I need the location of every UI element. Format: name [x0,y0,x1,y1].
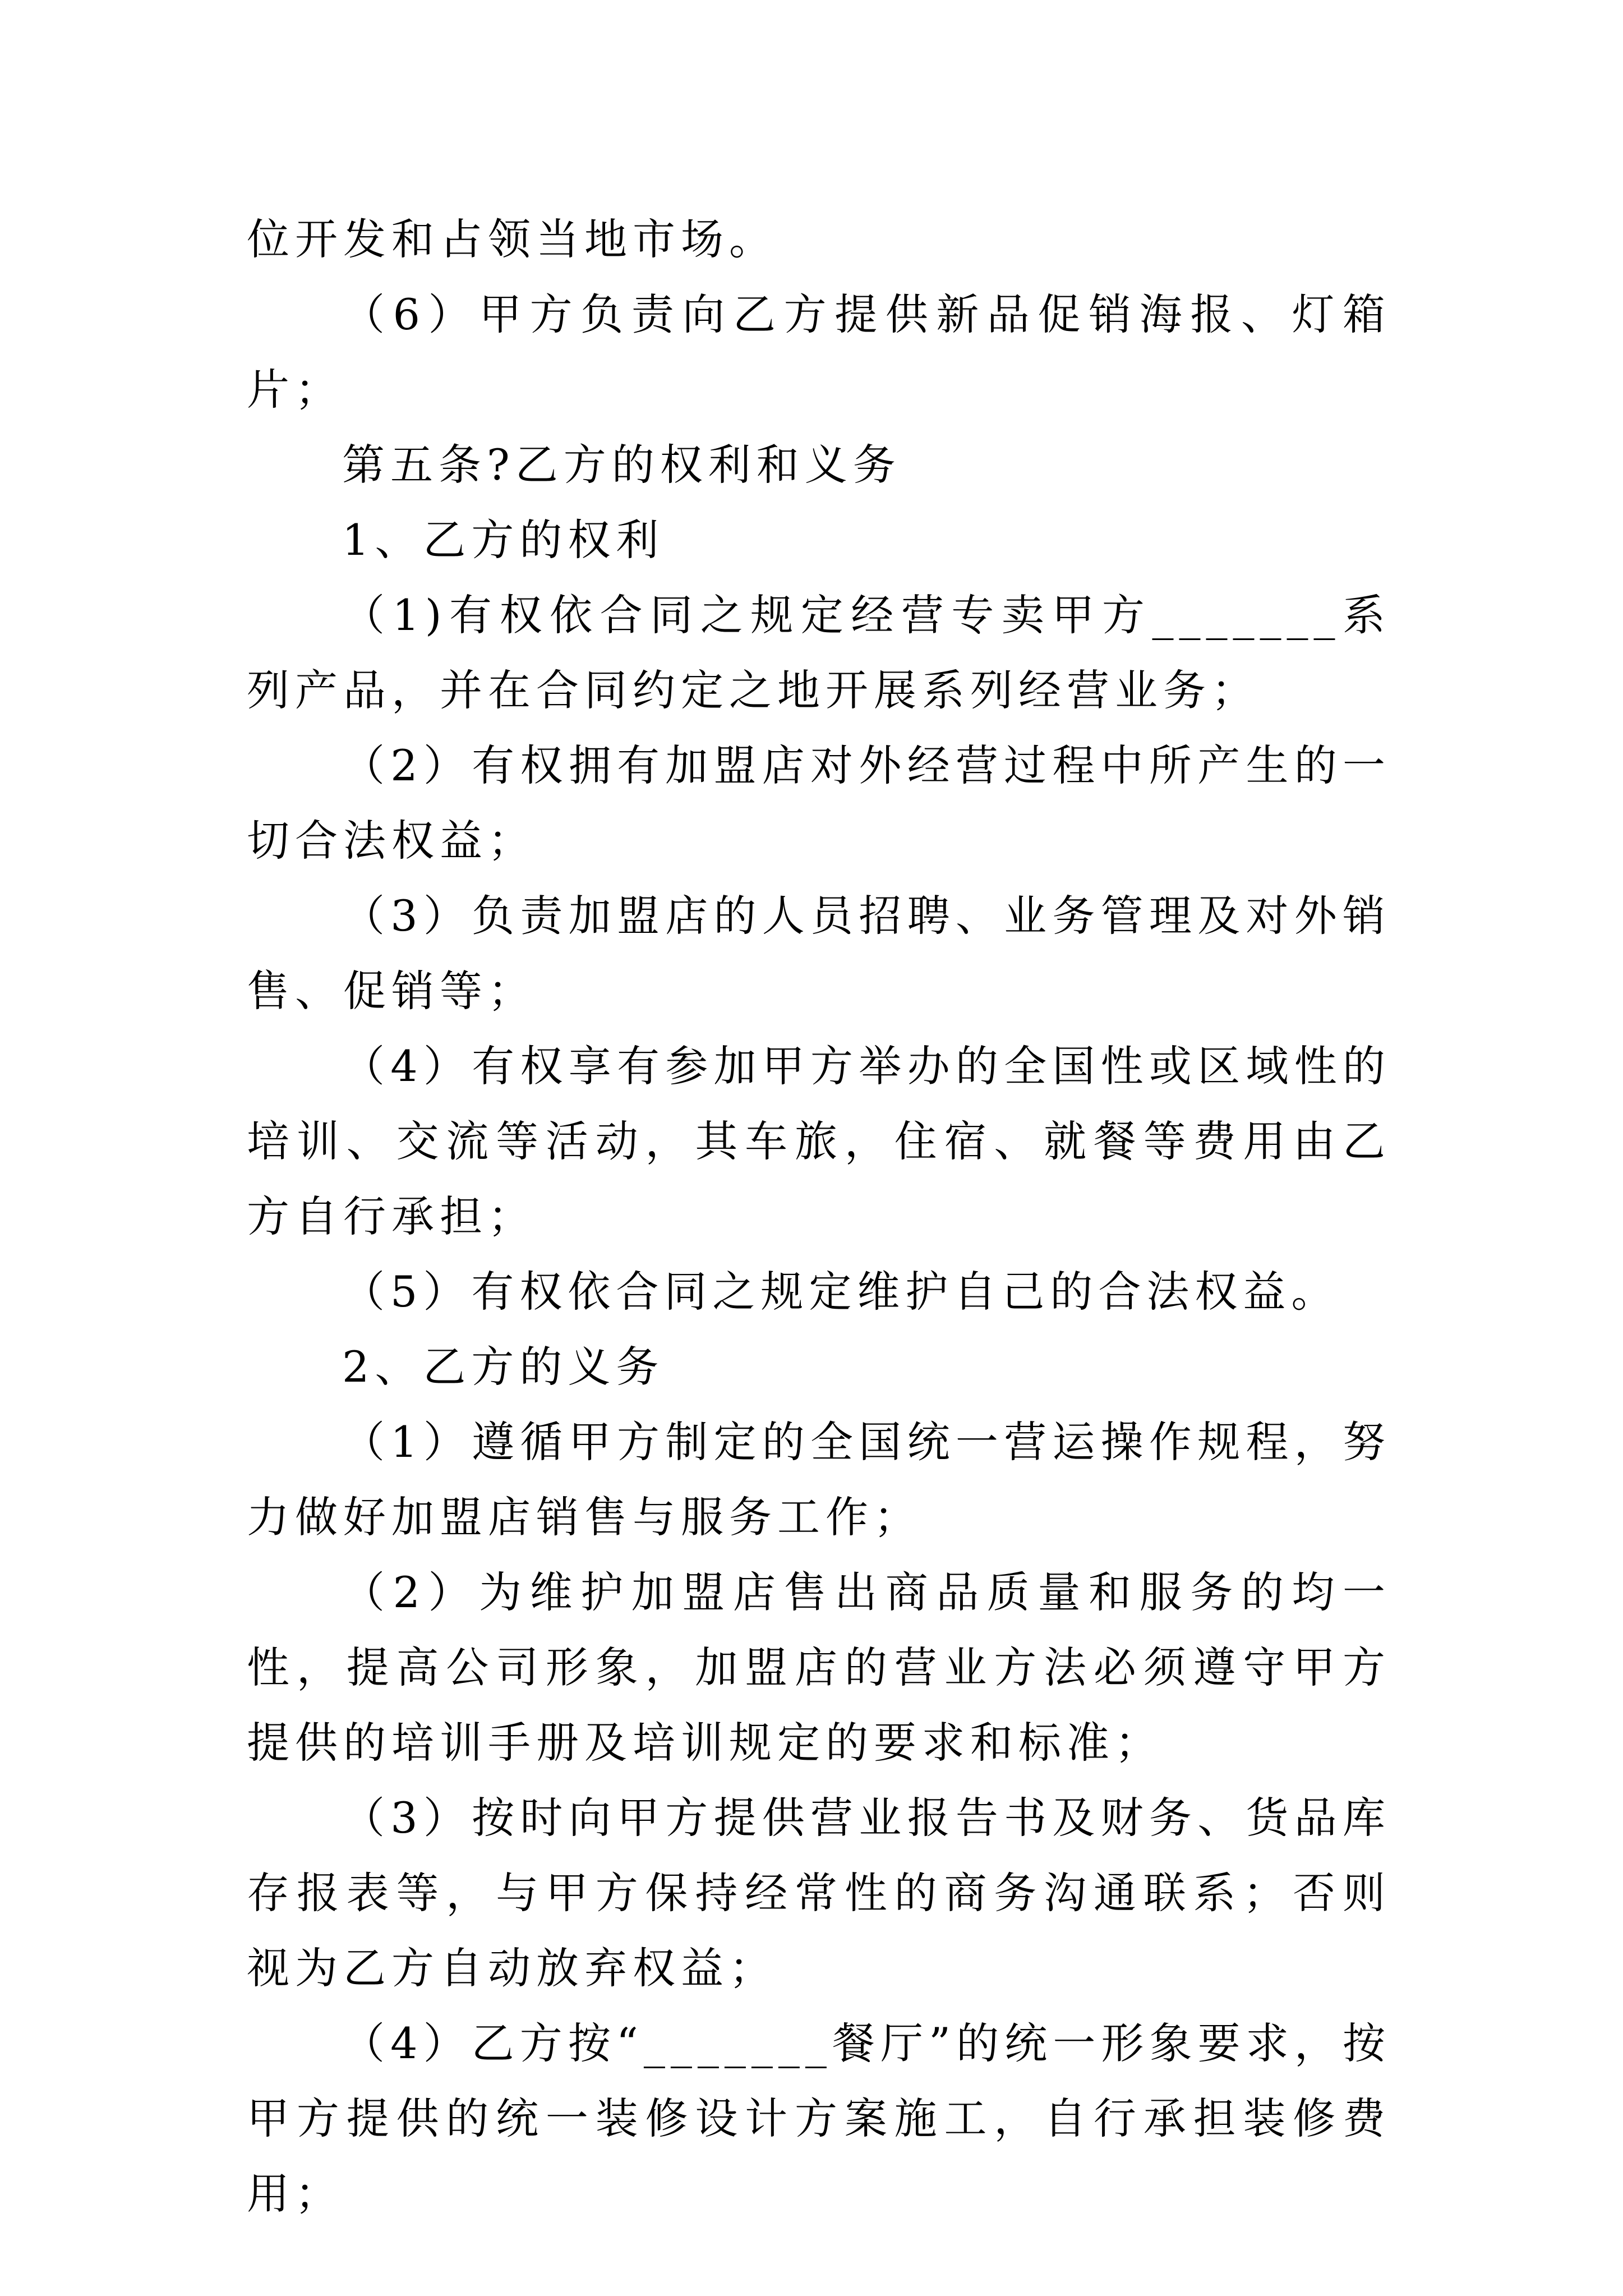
rights-item-5: （5）有权依合同之规定维护自己的合法权益。 [342,1267,1340,1317]
obligations-item-3: （3）按时向甲方提供营业报告书及财务、货品库存报表等，与甲方保持经常性的商务沟通联系；否则视为乙方自动放弃权益； [247,1793,1391,1993]
paragraph-continuation: 位开发和占领当地市场。 [247,214,777,264]
section-obligations-heading: 2、乙方的义务 [342,1342,665,1392]
contract-body [247,202,1391,2231]
obligations-item-4: （4）乙方按“_______餐厅”的统一形象要求，按甲方提供的统一装修设计方案施工，自行承担装修费用； [247,2018,1391,2219]
rights-item-2: （2）有权拥有加盟店对外经营过程中所产生的一切合法权益； [247,740,1391,866]
article-five-heading: 第五条?乙方的权利和义务 [342,440,901,490]
section-rights-heading: 1、乙方的权利 [342,515,665,565]
rights-item-4: （4）有权享有参加甲方举办的全国性或区域性的培训、交流等活动，其车旅，住宿、就餐等费用由乙方自行承担； [247,1041,1391,1241]
obligations-item-2: （2）为维护加盟店售出商品质量和服务的均一性，提高公司形象，加盟店的营业方法必须遵守甲方提供的培训手册及培训规定的要求和标准； [247,1567,1391,1768]
obligations-item-1: （1）遵循甲方制定的全国统一营运操作规程，努力做好加盟店销售与服务工作； [247,1417,1391,1542]
paragraph-item-6: （6）甲方负责向乙方提供新品促销海报、灯箱片； [247,289,1391,415]
rights-item-1: （1)有权依合同之规定经营专卖甲方_______系列产品，并在合同约定之地开展系列经营业务； [247,590,1391,715]
rights-item-3: （3）负责加盟店的人员招聘、业务管理及对外销售、促销等； [247,891,1391,1016]
